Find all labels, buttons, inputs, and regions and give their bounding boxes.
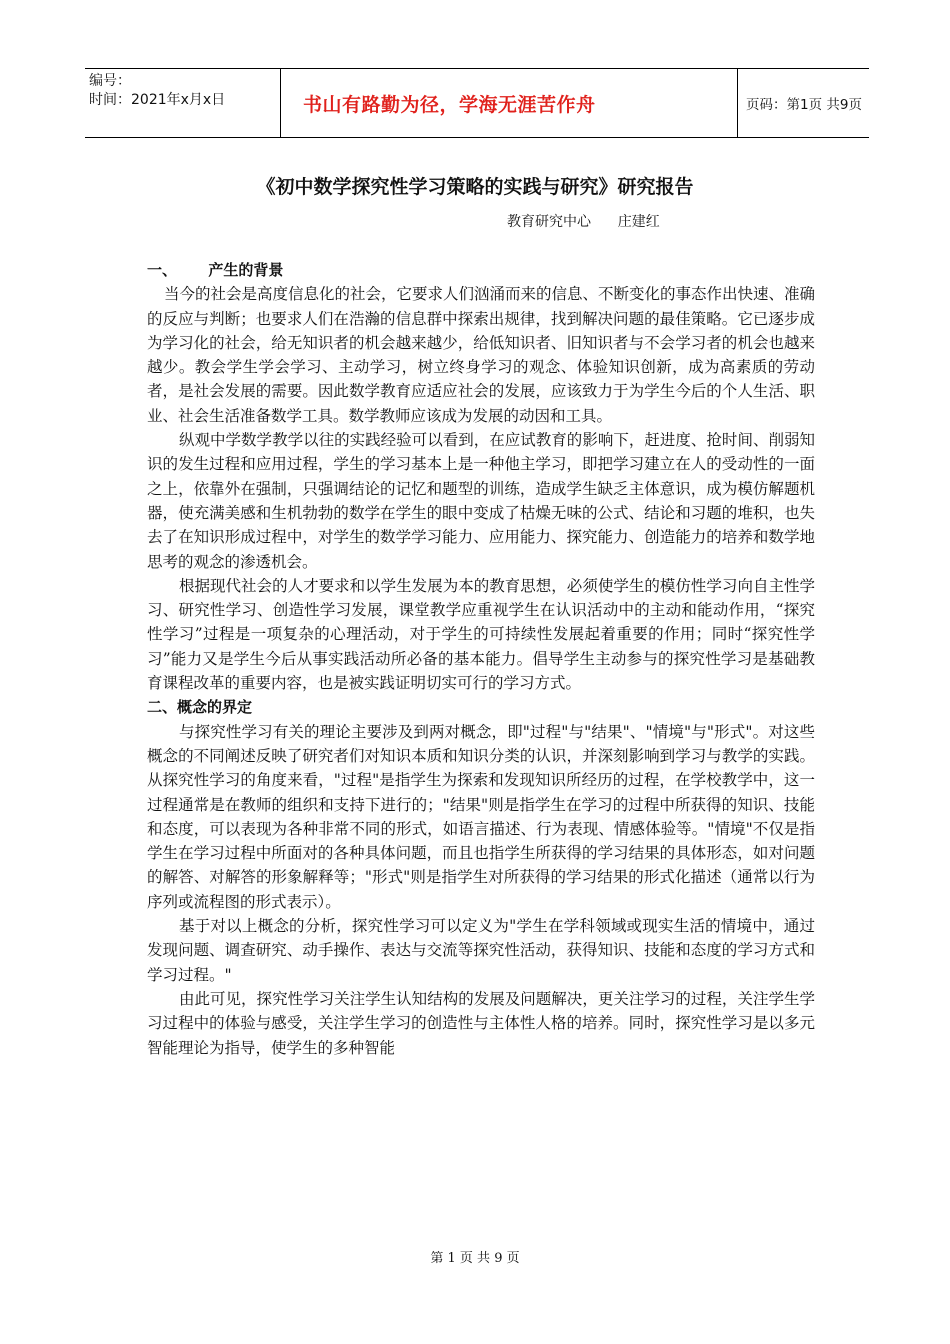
- number-label: 编号：: [89, 73, 131, 89]
- paragraph: 当今的社会是高度信息化的社会，它要求人们汹涌而来的信息、不断变化的事态作出快速、准确的反应与判断；也要求人们在浩瀚的信息群中探索出规律，找到解决问题的最佳策略。它已逐步成为学习化的社会，给无知识者的机会越来越少，给低知识者、旧知识者与不会学习者的机会也越来越少。教会学生学会学习、主动学习，树立终身学习的观念、体验知识创新，成为高素质的劳动者，是社会发展的需要。因此数学教育应适应社会的发展，应该致力于为学生今后的个人生活、职业、社会生活准备数学工具。数学教师应该成为发展的动因和工具。: [147, 285, 816, 425]
- paragraph: 根据现代社会的人才要求和以学生发展为本的教育思想，必须使学生的模仿性学习向自主性学习、研究性学习、创造性学习发展，课堂教学应重视学生在认识活动中的主动和能动作用，“探究性学习”过程是一项复杂的心理活动，对于学生的可持续性发展起着重要的作用；同时“探究性学习”能力又是学生今后从事实践活动所必备的基本能力。倡导学生主动参与的探究性学习是基础教育课程改革的重要内容，也是被实践证明切实可行的学习方式。: [147, 576, 815, 693]
- header-page-info: 页码：第1页 共9页: [746, 97, 862, 113]
- header-meta: [85, 69, 280, 137]
- document-header: [85, 68, 869, 138]
- paragraph: 纵观中学数学教学以往的实践经验可以看到，在应试教育的影响下，赶进度、抢时间、削弱知识的发生过程和应用过程，学生的学习基本上是一种他主学习，即把学习建立在人的受动性的一面之上，依靠外在强制，只强调结论的记忆和题型的训练，造成学生缺乏主体意识，成为模仿解题机器，使充满美感和生机勃勃的数学在学生的眼中变成了枯燥无味的公式、结论和习题的堆积，也失去了在知识形成过程中，对学生的数学学习能力、应用能力、探究能力、创造能力的培养和数学地思考的观念的渗透机会。: [147, 431, 815, 571]
- document-author: 教育研究中心 庄建红: [507, 214, 660, 230]
- paragraph: 与探究性学习有关的理论主要涉及到两对概念，即"过程"与"结果"、"情境"与"形式"。对这些概念的不同阐述反映了研究者们对知识本质和知识分类的认识，并深刻影响到学习与教学的实践。从探究性学习的角度来看，"过程"是指学生为探索和发现知识所经历的过程，在学校教学中，这一过程通常是在教师的组织和支持下进行的；"结果"则是指学生在学习的过程中所获得的知识、技能和态度，可以表现为各种非常不同的形式，如语言描述、行为表现、情感体验等。"情境"不仅是指学生在学习过程中所面对的各种具体问题，而且也指学生所获得的学习结果的具体形态，如对问题的解答、对解答的形象解释等；"形式"则是指学生对所获得的学习结果的形式化描述（通常以行为序列或流程图的形式表示）。: [147, 722, 815, 911]
- page-footer: 第 1 页 共 9 页: [430, 1251, 520, 1266]
- section-heading-background: 一、 产生的背景: [147, 261, 284, 279]
- date-label: 时间：2021年x月x日: [89, 92, 226, 108]
- document-title: 《初中数学探究性学习策略的实践与研究》研究报告: [256, 176, 694, 198]
- section-heading-definition: 二、概念的界定: [147, 698, 253, 717]
- paragraph: 由此可见，探究性学习关注学生认知结构的发展及问题解决，更关注学习的过程，关注学生学习过程中的体验与感受，关注学生学习的创造性与主体性人格的培养。同时，探究性学习是以多元智能理论为指导，使学生的多种智能: [147, 989, 815, 1057]
- paragraph: 基于对以上概念的分析，探究性学习可以定义为"学生在学科领域或现实生活的情境中，通过发现问题、调查研究、动手操作、表达与交流等探究性活动，获得知识、技能和态度的学习方式和学习过程。": [147, 917, 815, 984]
- document-body: [147, 258, 815, 1060]
- header-motto-cell: [280, 69, 738, 137]
- motto-text: 书山有路勤为径，学海无涯苦作舟: [303, 93, 596, 116]
